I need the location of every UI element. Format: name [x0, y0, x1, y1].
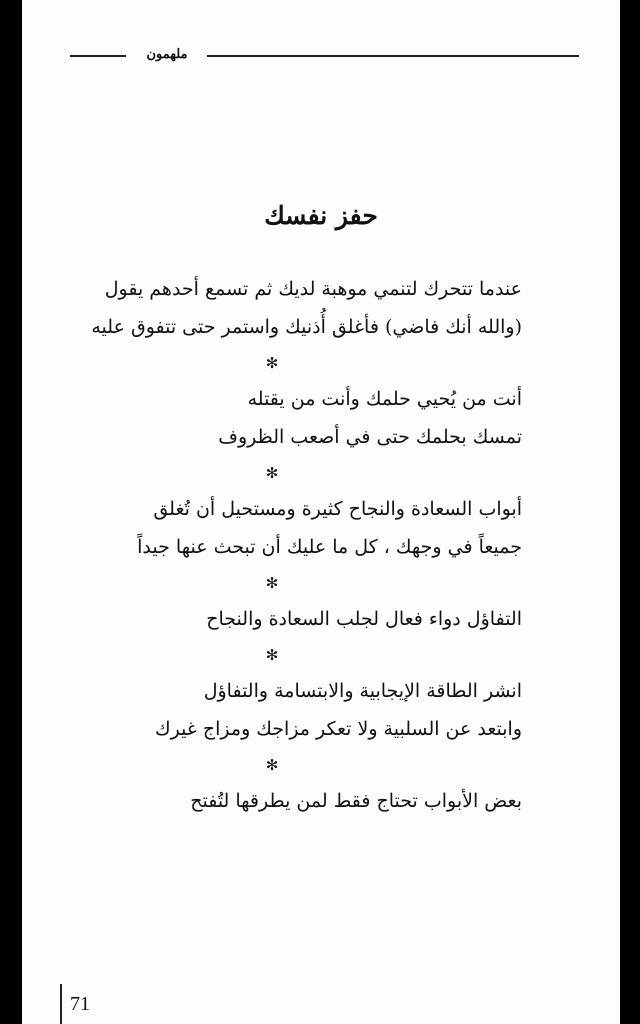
page-number: 71	[70, 993, 90, 1015]
header-rule-left	[70, 55, 126, 57]
text-line: أبواب السعادة والنجاح كثيرة ومستحيل أن تُغلق	[153, 498, 522, 520]
text-line: انشر الطاقة الإيجابية والابتسامة والتفاؤل	[203, 680, 522, 702]
asterism-separator: ✻	[265, 756, 279, 774]
text-line: وابتعد عن السلبية ولا تعكر مزاجك ومزاج غيرك	[155, 718, 522, 740]
text-line: التفاؤل دواء فعال لجلب السعادة والنجاح	[206, 608, 522, 630]
header-rule-right	[207, 55, 579, 57]
book-page	[22, 0, 620, 1024]
asterism-separator: ✻	[265, 464, 279, 482]
text-line: جميعاً في وجهك ، كل ما عليك أن تبحث عنها جيداً	[137, 536, 522, 558]
text-line: عندما تتحرك لتنمي موهبة لديك ثم تسمع أحدهم يقول	[104, 278, 522, 300]
running-head: ملهمون	[146, 47, 188, 62]
paragraph	[82, 782, 522, 820]
paragraph	[82, 380, 522, 456]
paragraph	[82, 270, 522, 346]
text-line: تمسك بحلمك حتى في أصعب الظروف	[218, 426, 522, 448]
paragraph	[82, 600, 522, 638]
asterism-separator: ✻	[265, 646, 279, 664]
text-line: بعض الأبواب تحتاج فقط لمن يطرقها لتُفتح	[190, 790, 522, 812]
paragraph	[82, 672, 522, 748]
text-line: أنت من يُحيي حلمك وأنت من يقتله	[247, 388, 522, 410]
asterism-separator: ✻	[265, 574, 279, 592]
scan-border	[620, 0, 640, 1024]
gutter-rule	[60, 984, 62, 1024]
text-line: (والله أنك فاضي) فأغلق أُذنيك واستمر حتى تتفوق عليه	[91, 316, 522, 338]
asterism-separator: ✻	[265, 354, 279, 372]
chapter-title: حفز نفسك	[264, 201, 378, 230]
paragraph	[82, 490, 522, 566]
page-body	[82, 270, 522, 820]
